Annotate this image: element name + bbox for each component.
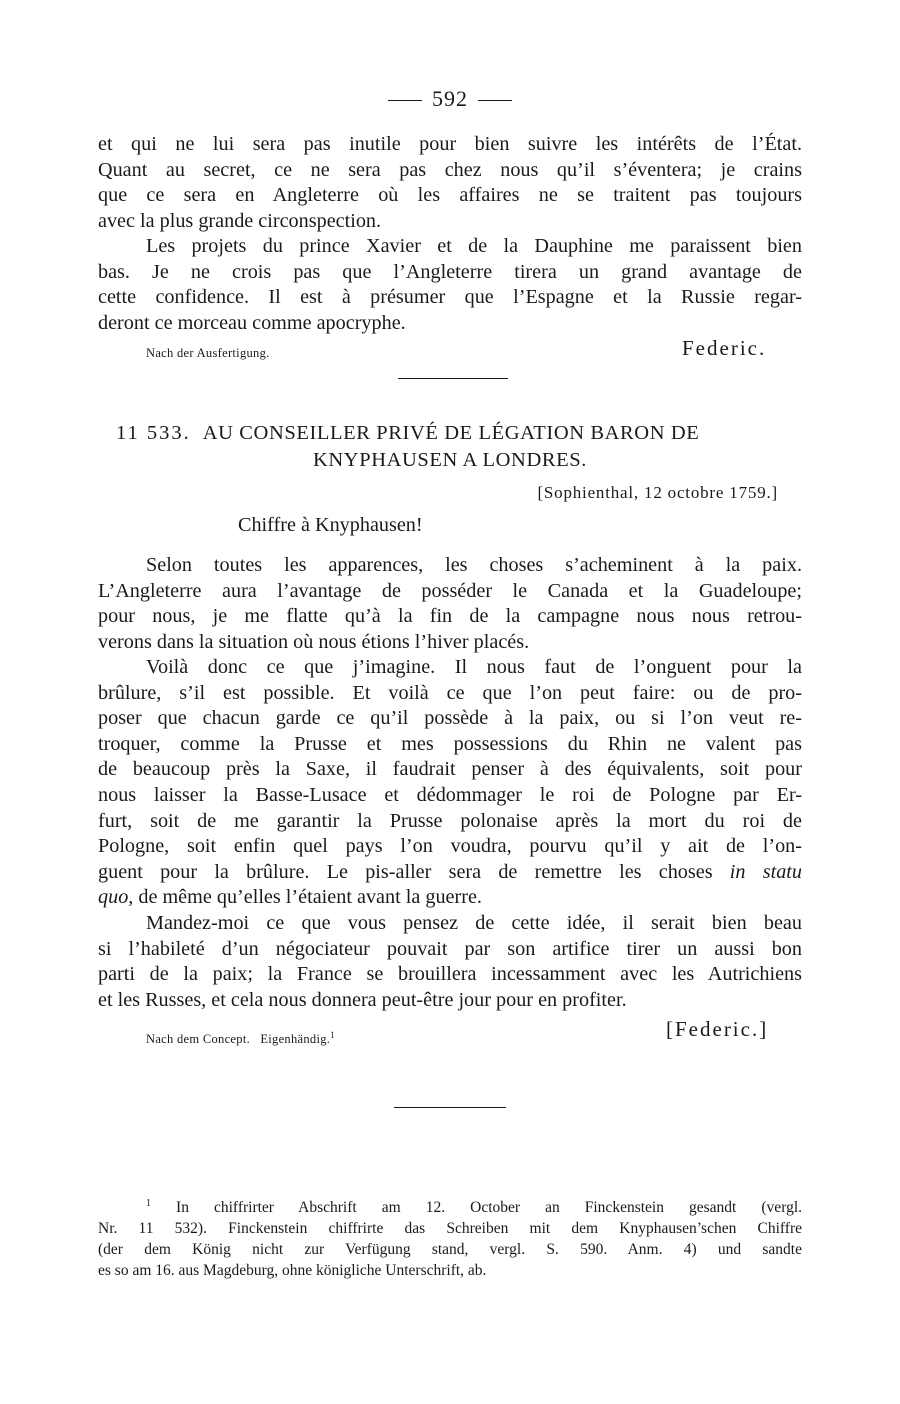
italic-phrase: quo, (98, 886, 134, 909)
text-line: deront ce morceau comme apocryphe. (98, 311, 406, 334)
page-header (0, 86, 900, 112)
text-line: bas. Je ne crois pas que l’Angleterre tirera un grand avantage de (98, 260, 802, 283)
prev-letter-source: Nach der Ausfertigung. (146, 346, 270, 360)
letter-paragraph-3 (98, 911, 802, 1013)
footnote-line (98, 1193, 802, 1218)
text-line: nous laisser la Basse-Lusace et dédommager le roi de Pologne par Er- (98, 783, 802, 806)
text-line: Quant au secret, ce ne sera pas chez nous qu’il s’éventera; je crains (98, 158, 802, 181)
text-line: si l’habileté d’un négociateur pouvait par son artifice tirer un aussi bon (98, 937, 802, 960)
text-line: avec la plus grande circonspection. (98, 209, 382, 232)
letter-heading-line-1: AU CONSEILLER PRIVÉ DE LÉGATION BARON DE (202, 422, 700, 444)
letter-source-concept: Nach dem Concept. (146, 1032, 251, 1047)
text-line: Voilà donc ce que j’imagine. Il nous faut de l’onguent pour la (146, 656, 802, 678)
header-dash-left (388, 100, 422, 101)
page-number: 592 (432, 86, 468, 111)
footnote-divider (394, 1107, 506, 1108)
footnote-text: In chiffrirter Abschrift am 12. October an Finckenstein gesandt (vergl. (176, 1199, 803, 1217)
text-line: troquer, comme la Prusse et mes possessions du Rhin ne valent pas (98, 732, 802, 755)
text-line: Pologne, soit enfin quel pays l’on voudra, pourvu qu’il y ait de l’on- (98, 835, 802, 858)
italic-phrase: in statu (729, 860, 802, 883)
footnote (98, 1193, 802, 1281)
text-line: cette confidence. Il est à présumer que l’Espagne et la Russie regar- (98, 286, 802, 309)
text-line: Mandez-moi ce que vous pensez de cette idée, il serait bien beau (146, 912, 802, 934)
footnote-line: Nr. 11 532). Finckenstein chiffrirte das Schreiben mit dem Knyphausen’schen Chiffre (98, 1220, 802, 1238)
text-line: et qui ne lui sera pas inutile pour bien suivre les intérêts de l’État. (98, 133, 802, 155)
text-line: Selon toutes les apparences, les choses s’acheminent à la paix. (146, 554, 802, 576)
text-line-with-italic (98, 860, 802, 886)
letter-heading-line-2: KNYPHAUSEN A LONDRES. (312, 449, 587, 471)
text-line: parti de la paix; la France se brouillera incessamment avec les Autrichiens (98, 963, 802, 986)
header-dash-right (478, 100, 512, 101)
letter-number: 11 533. (116, 422, 191, 444)
dateline: [Sophienthal, 12 octobre 1759.] (537, 483, 778, 502)
footnote-line: es so am 16. aus Magdeburg, ohne königliche Unterschrift, ab. (98, 1262, 487, 1280)
text-line: furt, soit de me garantir la Prusse polonaise après la mort du roi de (98, 809, 802, 832)
letter-source-autograph: Eigenhändig. (260, 1032, 331, 1047)
letter-signature: [Federic.] (666, 1017, 769, 1041)
text-line: de beaucoup près la Saxe, il faudrait penser à des équivalents, soit pour (98, 758, 802, 781)
footnote-reference: 1 (330, 1030, 336, 1040)
text-line: guent pour la brûlure. Le pis-aller sera de remettre les choses (98, 860, 713, 883)
letter-source (146, 1030, 335, 1047)
prev-letter-paragraph-1 (98, 132, 802, 234)
footnote-line: (der dem König nicht zur Verfügung stand, vergl. S. 590. Anm. 4) und sandte (98, 1241, 802, 1259)
text-line-with-italic (98, 885, 802, 911)
salutation: Chiffre à Knyphausen! (238, 514, 423, 536)
text-line: verons dans la situation où nous étions l’hiver placés. (98, 630, 530, 653)
section-divider (398, 378, 508, 379)
letter-heading (98, 420, 802, 474)
footnote-marker: 1 (146, 1198, 151, 1209)
prev-letter-signature: Federic. (682, 336, 767, 360)
text-line: brûlure, s’il est possible. Et voilà ce que l’on peut faire: ou de pro- (98, 681, 802, 704)
text-line: Les projets du prince Xavier et de la Dauphine me paraissent bien (146, 235, 802, 257)
prev-letter-paragraph-2 (98, 234, 802, 336)
text-line: que ce sera en Angleterre où les affaires ne se traitent pas toujours (98, 184, 802, 207)
text-line: poser que chacun garde ce qu’il possède à la paix, ou si l’on veut re- (98, 707, 802, 730)
letter-paragraph-2 (98, 655, 802, 911)
letter-paragraph-1 (98, 553, 802, 655)
text-line: de même qu’elles l’étaient avant la guerre. (138, 886, 482, 909)
text-line: pour nous, je me flatte qu’à la fin de la campagne nous nous retrou- (98, 605, 802, 628)
text-line: L’Angleterre aura l’avantage de posséder le Canada et la Guadeloupe; (98, 579, 802, 602)
text-line: et les Russes, et cela nous donnera peut-être jour pour en profiter. (98, 988, 627, 1011)
